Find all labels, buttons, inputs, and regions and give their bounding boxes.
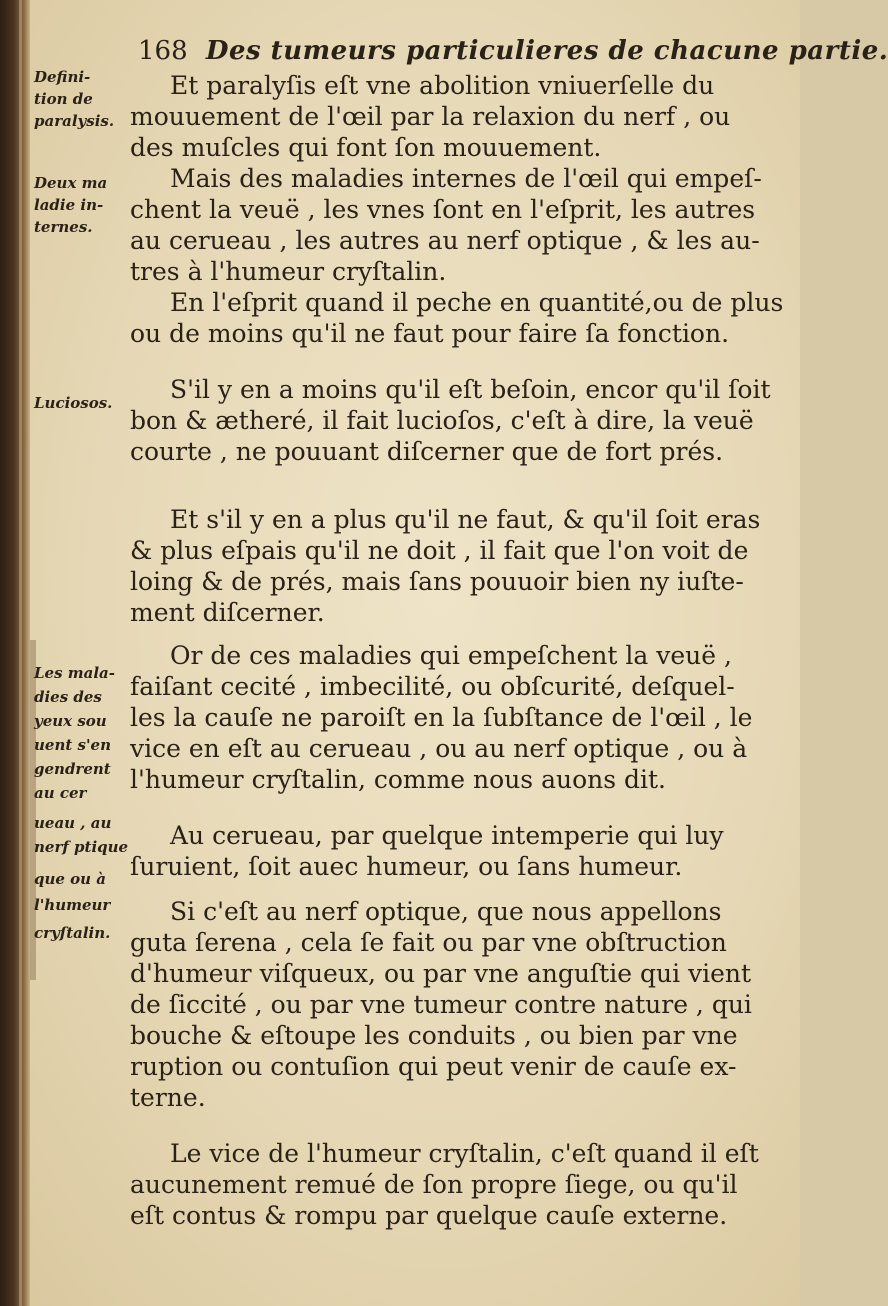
text-line: chent la veuë , les vnes ſont en l'eſprit, les autres <box>130 195 756 224</box>
text-line: eſt contus & rompu par quelque cauſe externe. <box>130 1201 728 1230</box>
text-line: Et paralyſis eſt vne abolition vniuerſelle du <box>170 71 715 100</box>
text-line: d'humeur viſqueux, ou par vne anguſtie qui vient <box>130 959 752 988</box>
margin-note: l'humeur <box>34 896 111 914</box>
text-line: Or de ces maladies qui empeſchent la veuë , <box>170 641 732 670</box>
margin-note: Les mala- <box>34 664 115 682</box>
margin-note: yeux sou <box>34 712 107 730</box>
text-line: courte , ne pouuant diſcerner que de fort prés. <box>130 437 724 466</box>
text-line: guta ſerena , cela ſe fait ou par vne obſtruction <box>130 928 727 957</box>
running-title: Des tumeurs particulieres de chacune partie. <box>205 36 888 66</box>
margin-note: Deux ma <box>34 174 108 192</box>
margin-note: que ou à <box>34 870 107 888</box>
margin-note: uent s'en <box>34 736 111 754</box>
margin-note: gendrent <box>34 760 111 778</box>
text-line: Mais des maladies internes de l'œil qui empeſ- <box>170 164 762 193</box>
text-line: mouuement de l'œil par la relaxion du nerf , ou <box>130 102 731 131</box>
margin-note: nerf ptique <box>34 838 129 856</box>
margin-note: ueau , au <box>34 814 112 832</box>
text-line: loing & de prés, mais ſans pouuoir bien ny iuſte- <box>130 567 744 596</box>
page-number: 168 <box>138 36 188 66</box>
text-line: vice en eſt au cerueau , ou au nerf optique , ou à <box>130 734 748 763</box>
text-line: Au cerueau, par quelque intemperie qui luy <box>170 821 724 850</box>
margin-note: Defini- <box>34 68 91 86</box>
book-spine <box>0 0 30 1306</box>
text-line: ment diſcerner. <box>130 598 325 627</box>
text-line: ruption ou contuſion qui peut venir de cauſe ex- <box>130 1052 737 1081</box>
text-line: de ſiccité , ou par vne tumeur contre nature , qui <box>130 990 752 1019</box>
text-line: bouche & eſtoupe les conduits , ou bien par vne <box>130 1021 738 1050</box>
margin-note: paralysis. <box>34 112 115 130</box>
text-line: ou de moins qu'il ne faut pour faire ſa fonction. <box>130 319 730 348</box>
text-line: Le vice de l'humeur cryſtalin, c'eſt quand il eſt <box>170 1139 759 1168</box>
text-line: & plus eſpais qu'il ne doit , il fait que l'on voit de <box>130 536 749 565</box>
text-line: terne. <box>130 1083 206 1112</box>
spine-edge <box>19 0 22 1306</box>
text-line: les la cauſe ne paroiſt en la ſubſtance de l'œil , le <box>130 703 753 732</box>
margin-note: tion de <box>34 90 93 108</box>
margin-note: ladie in- <box>34 196 104 214</box>
text-line: En l'eſprit quand il peche en quantité,ou de plus <box>170 288 784 317</box>
text-line: aucunement remué de ſon propre ſiege, ou qu'il <box>130 1170 738 1199</box>
margin-note: cryſtalin. <box>34 924 111 942</box>
margin-note: Luciosos. <box>34 394 113 412</box>
text-line: faiſant cecité , imbecilité, ou obſcurité, deſquel- <box>130 672 735 701</box>
text-line: des muſcles qui font ſon mouuement. <box>130 133 602 162</box>
text-line: Et s'il y en a plus qu'il ne faut, & qu'il ſoit eras <box>170 505 761 534</box>
margin-note: dies des <box>34 688 102 706</box>
text-line: Si c'eſt au nerf optique, que nous appellons <box>170 897 722 926</box>
margin-note: ternes. <box>34 218 93 236</box>
text-line: S'il y en a moins qu'il eſt beſoin, encor qu'il ſoit <box>170 375 771 404</box>
text-line: ſuruient, ſoit auec humeur, ou ſans humeur. <box>130 852 683 881</box>
text-line: bon & ætheré, il fait lucioſos, c'eſt à dire, la veuë <box>130 406 754 435</box>
text-line: tres à l'humeur cryſtalin. <box>130 257 447 286</box>
margin-note: au cer <box>34 784 87 802</box>
page-header <box>138 36 888 66</box>
text-line: l'humeur cryſtalin, comme nous auons dit. <box>130 765 666 794</box>
text-line: au cerueau , les autres au nerf optique , & les au- <box>130 226 760 255</box>
